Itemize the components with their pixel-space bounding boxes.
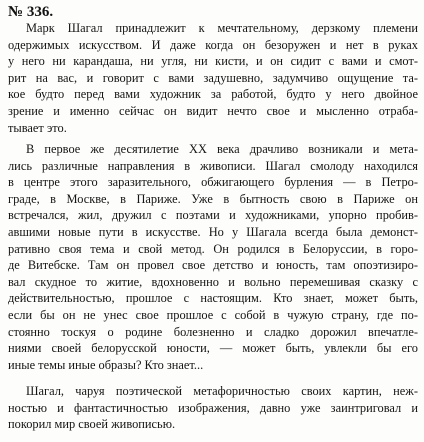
text-line: иные темы иные образы? Кто знает... bbox=[8, 357, 204, 372]
text-line: зрение и именно сейчас он видит нечто свое и мысленно отраба- bbox=[8, 103, 418, 118]
paragraph-3 bbox=[8, 383, 418, 433]
text-line: одержимых искусством. И даже когда он безоружен и нет в руках bbox=[8, 37, 418, 52]
text-line: Марк Шагал принадлежит к мечтательному, дерзкому племени bbox=[26, 21, 418, 35]
text-line: авшими новые пути в искусстве. Но у Шагала всегда была демонст- bbox=[8, 224, 418, 239]
text-line: лись различные направления в живописи. Шагал смолоду находился bbox=[8, 158, 418, 173]
text-line: вал скудное то житие, вдохновенно и вольно перемешивая сказку с bbox=[8, 274, 418, 289]
text-line: де Витебске. Там он провел свое детство и юность, там опоэтизиро- bbox=[8, 258, 418, 273]
exercise-number: № 336. bbox=[8, 4, 54, 20]
text-line: рит на вас, и говорит с вами задушевно, задумчиво ощущение та- bbox=[8, 70, 418, 85]
text-line: граде, в Москве, в Париже. Уже в бытность свою в Париже он bbox=[8, 191, 418, 206]
text-line: стоянно тоскуя о родине болезненно и сладко дорожил впечатле- bbox=[8, 324, 418, 339]
text-line: ниями своей белорусской юности, — может быть, увлекли бы его bbox=[8, 341, 418, 356]
paragraph-1 bbox=[8, 20, 418, 136]
paragraph-2 bbox=[8, 141, 418, 373]
text-line: действительностью, прошлое с настоящим. Кто знает, может быть, bbox=[8, 291, 418, 306]
text-line: покорил мир своей живописью. bbox=[8, 417, 176, 432]
text-line: ностью и фантастичностью изображения, давно уже заинтриговал и bbox=[8, 400, 418, 415]
text-line: тывает это. bbox=[8, 120, 67, 135]
text-line: в центре этого заразительного, обжигающего бурления — в Петро- bbox=[8, 175, 418, 190]
text-line: Шагал, чаруя поэтической метафоричностью своих картин, неж- bbox=[26, 384, 418, 398]
text-line: если бы он не унес свое прошлое с собой в чужую страну, где по- bbox=[8, 307, 418, 322]
text-line: кое будто перед вами художник за работой, будто у него двойное bbox=[8, 87, 418, 102]
text-line: ративно своя тема и свой метод. Он родился в Белоруссии, в горо- bbox=[8, 241, 418, 256]
text-line: В первое же десятилетие XX века драчливо возникали и мета- bbox=[26, 142, 418, 156]
text-line: встречался, жил, дружил с поэтами и художниками, упорно пробив- bbox=[8, 208, 418, 223]
text-line: у него ни карандаша, ни угля, ни кисти, и он сидит с вами и смот- bbox=[8, 54, 418, 69]
